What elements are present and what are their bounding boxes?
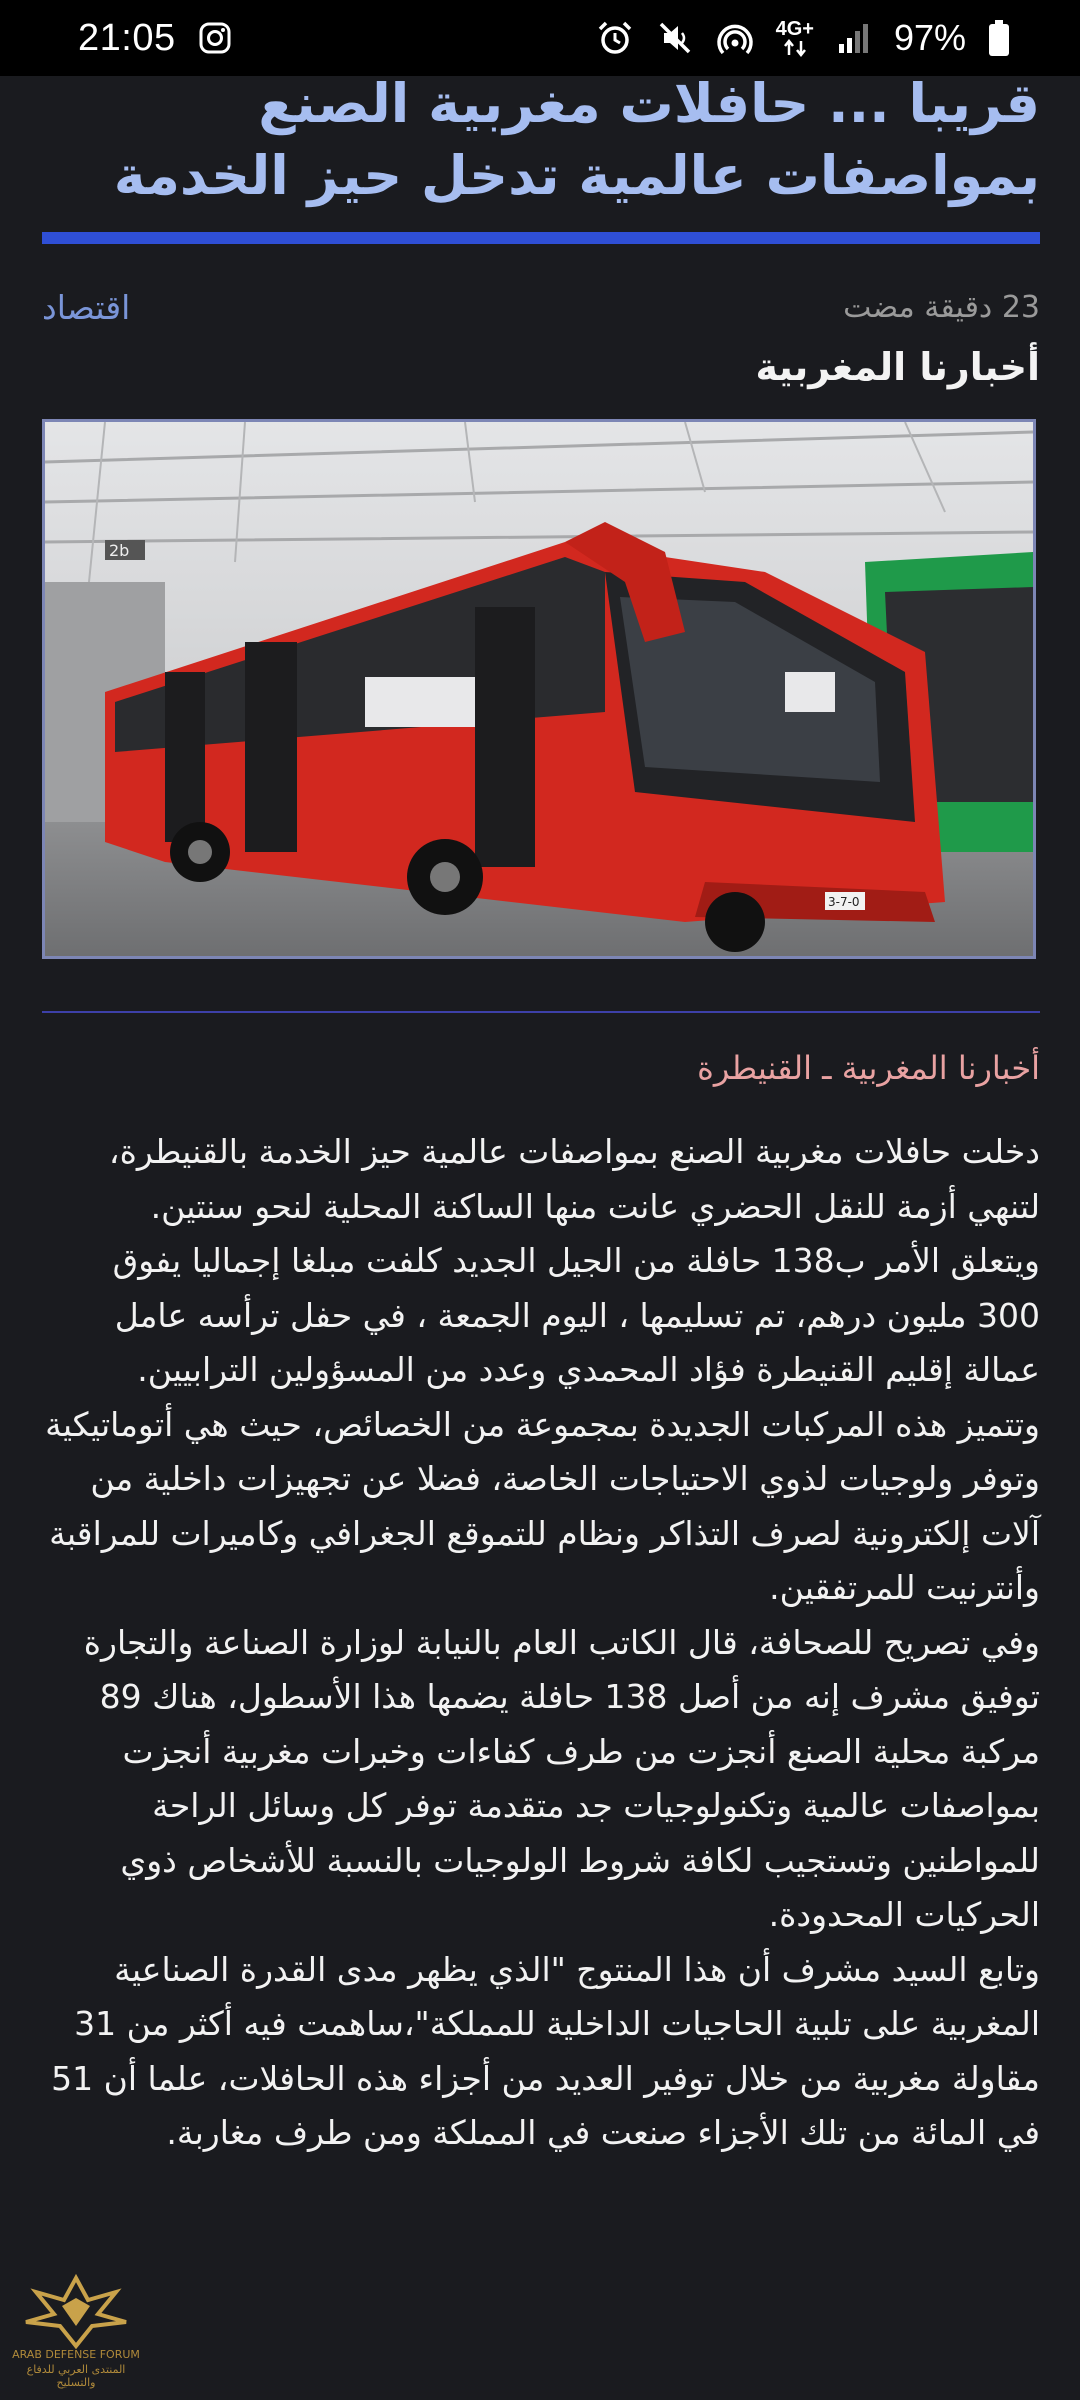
- article-paragraph: وتتميز هذه المركبات الجديدة بمجموعة من الخصائص، حيث هي أتوماتيكية وتوفر ولوجيات لذوي الاحتياجات الخاصة، فضلا عن تجهيزات داخلية من آلات إلكترونية لصرف التذاكر ونظام للتموقع الجغرافي وكاميرات للمراقبة وأنترنيت للمرتفقين.: [45, 1404, 1040, 1607]
- eagle-logo-icon: [6, 2270, 146, 2350]
- mute-icon: [656, 19, 694, 57]
- status-right: [596, 17, 1010, 59]
- source-name: أخبارنا المغربية: [755, 345, 1040, 389]
- plate-text: 3-7-0: [828, 895, 860, 909]
- headline-divider: [42, 232, 1040, 244]
- watermark-text-ar: المنتدى العربي للدفاع والتسليح: [26, 2363, 126, 2389]
- article-paragraph: ويتعلق الأمر ب138 حافلة من الجيل الجديد كلفت مبلغا إجماليا يفوق 300 مليون درهم، تم تسليمها ، اليوم الجمعة ، في حفل ترأسه عامل عمالة إقليم القنيطرة فؤاد المحمدي وعدد من المسؤولين الترابيين.: [112, 1241, 1040, 1389]
- article-page[interactable]: [0, 76, 1080, 2400]
- battery-icon: [988, 19, 1010, 57]
- category-link[interactable]: اقتصاد: [42, 288, 131, 327]
- article: [42, 76, 1040, 2161]
- status-left: [78, 17, 232, 60]
- status-time: 21:05: [78, 16, 176, 59]
- network-type: 4G+: [775, 18, 814, 40]
- alarm-icon: [596, 19, 634, 57]
- article-dateline: أخبارنا المغربية ـ القنيطرة: [697, 1049, 1040, 1087]
- article-time-ago: 23 دقيقة مضت: [843, 290, 1040, 325]
- article-meta: [42, 288, 1040, 327]
- instagram-icon: [198, 21, 232, 55]
- data-arrows-icon: [782, 39, 808, 57]
- bus-photo: [45, 422, 1033, 956]
- article-paragraph: وفي تصريح للصحافة، قال الكاتب العام بالنيابة لوزارة الصناعة والتجارة توفيق مشرف إنه من أصل 138 حافلة يضمها هذا الأسطول، هناك 89 مركبة محلية الصنع أنجزت من طرف كفاءات وخبرات مغربية أنجزت بمواصفات عالمية وتكنولوجيات جد متقدمة توفر كل وسائل الراحة للمواطنين وتستجيب لكافة شروط الولوجيات بالنسبة للأشخاص ذوي الحركيات المحدودة.: [83, 1622, 1040, 1934]
- bay-label: 2b: [109, 541, 130, 560]
- article-body: [42, 1125, 1040, 2161]
- watermark-text-en: ARAB DEFENSE FORUM: [12, 2348, 140, 2361]
- article-headline: قريبا ... حافلات مغربية الصنع بمواصفات عالمية تدخل حيز الخدمة: [113, 76, 1040, 207]
- signal-icon: [836, 20, 872, 56]
- article-paragraph: دخلت حافلات مغربية الصنع بمواصفات عالمية حيز الخدمة بالقنيطرة، لتنهي أزمة للنقل الحضري عانت منها الساكنة المحلية لنحو سنتين.: [108, 1132, 1040, 1226]
- forum-watermark: [6, 2270, 146, 2389]
- network-indicator: [776, 19, 814, 57]
- content-divider: [42, 1011, 1040, 1013]
- hotspot-icon: [716, 19, 754, 57]
- article-image[interactable]: [42, 419, 1036, 959]
- status-bar: [0, 0, 1080, 76]
- battery-percentage: 97%: [893, 17, 966, 58]
- article-paragraph: وتابع السيد مشرف أن هذا المنتوج "الذي يظهر مدى القدرة الصناعية المغربية على تلبية الحاجيات الداخلية للمملكة"،ساهمت فيه أكثر من 31 مقاولة مغربية من خلال توفير العديد من أجزاء هذه الحافلات، علما أن 51 في المائة من تلك الأجزاء صنعت في المملكة ومن طرف مغاربة.: [51, 1949, 1040, 2152]
